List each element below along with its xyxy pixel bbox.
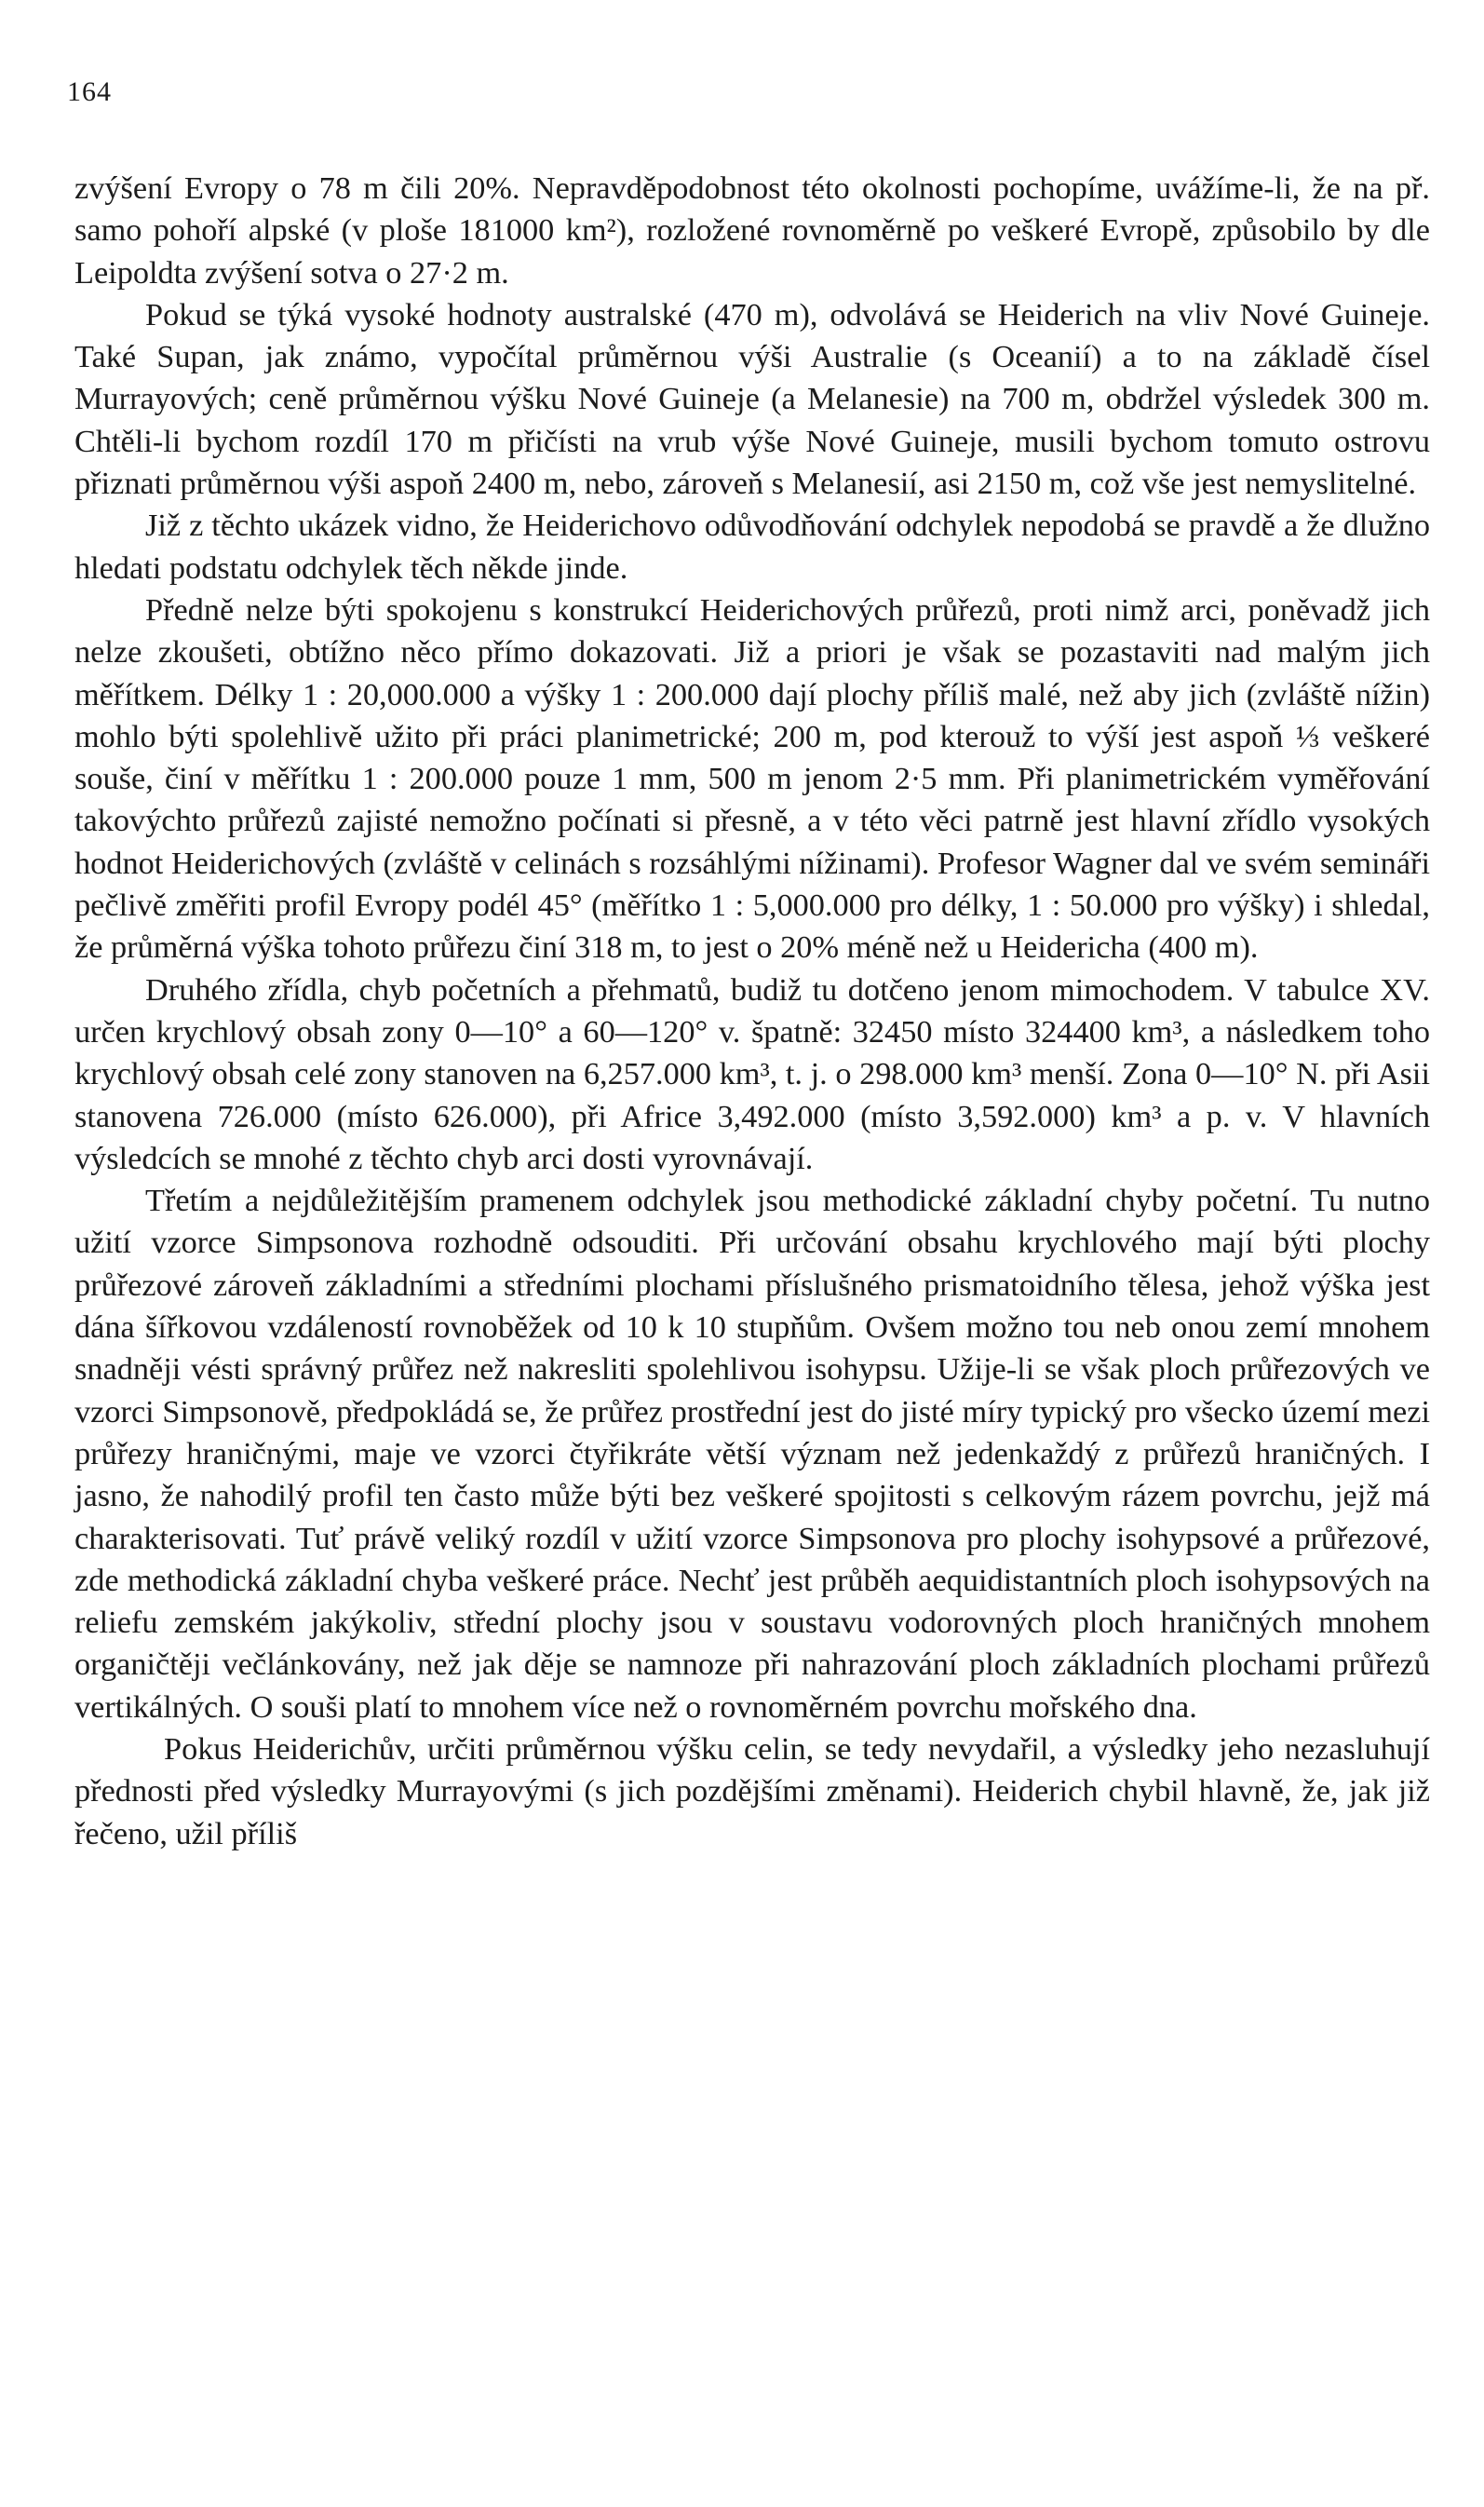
paragraph-australia: Pokud se týká vysoké hodnoty australské (470 m), odvolává se Heiderich na vliv Nové Guineje. Také Supan, jak známo, vypočítal průměrnou výši Australie (s Oceanií) a to na základě čísel Murrayových; ceně průměrnou výšku Nové Guineje (a Melanesie) na 700 m, obdržel výsledek 300 m. Chtěli-li bychom rozdíl 170 m přičísti na vrub výše Nové Guineje, musili bychom tomuto ostrovu přiznati průměrnou výši aspoň 2400 m, nebo, zároveň s Melanesií, asi 2150 m, což vše jest nemyslitelné. [74,296,1430,502]
paragraph-continuation: zvýšení Evropy o 78 m čili 20%. Nepravděpodobnost této okolnosti pochopíme, uvážíme-li, že na př. samo pohoří alpské (v ploše 181000 km²), rozložené rovnoměrně po veškeré Evropě, způsobilo by dle Leipoldta zvýšení sotva o 27·2 m. [74,170,1430,291]
page-number: 164 [67,76,112,107]
paragraph-construction: Předně nelze býti spokojenu s konstrukcí Heiderichových průřezů, proti nimž arci, poněvadž jich nelze zkoušeti, obtížno něco přímo dokazovati. Již a priori je však se pozastaviti nad malým jich měřítkem. Délky 1 : 20,000.000 a výšky 1 : 200.000 dají plochy příliš malé, než aby jich (zvláště nížin) mohlo býti spolehlivě užito při práci planimetrické; 200 m, pod kterouž to výší jest aspoň ⅓ veškeré souše, činí v měřítku 1 : 200.000 pouze 1 mm, 500 m jenom 2·5 mm. Při planimetrickém vyměřování takovýchto průřezů zajisté nemožno počínati si přesně, a v této věci patrně jest hlavní zřídlo vysokých hodnot Heiderichových (zvláště v celinách s rozsáhlými nížinami). Profesor Wagner dal ve svém semináři pečlivě změřiti profil Evropy podél 45° (měřítko 1 : 5,000.000 pro délky, 1 : 50.000 pro výšky) i shledal, že průměrná výška tohoto průřezu činí 318 m, to jest o 20% méně než u Heidericha (400 m). [74,591,1430,966]
paragraph-method-errors: Třetím a nejdůležitějším pramenem odchylek jsou methodické základní chyby početní. Tu nutno užití vzorce Simpsonova rozhodně odsouditi. Při určování obsahu krychlového mají býti plochy průřezové zároveň základními a středními plochami příslušného prismatoidního tělesa, jehož výška jest dána šířkovou vzdáleností rovnoběžek od 10 k 10 stupňům. Ovšem možno tou neb onou zemí mnohem snadněji vésti správný průřez než nakresliti spolehlivou isohypsu. Užije-li se však ploch průřezových ve vzorci Simpsonově, předpokládá se, že průřez prostřední jest do jisté míry typický pro všecko území mezi průřezy hraničnými, maje ve vzorci čtyřikráte větší význam než jedenkaždý z průřezů hraničných. I jasno, že nahodilý profil ten často může býti bez veškeré spojitosti s celkovým rázem povrchu, jejž má charakterisovati. Tuť právě veliký rozdíl v užití vzorce Simpsonova pro plochy isohypsové a průřezové, zde methodická základní chyba veškeré práce. Nechť jest průběh aequidistantních ploch isohypsových na reliefu zemském jakýkoliv, střední plochy jsou v soustavu vodorovných ploch hraničných mnohem organičtěji večlánkovány, než jak děje se namnoze při nahrazování ploch základních plochami průřezů vertikálných. O souši platí to mnohem více než o rovnoměrném povrchu mořského dna. [74,1183,1430,1725]
paragraph-calculation-errors: Druhého zřídla, chyb početních a přehmatů, budiž tu dotčeno jenom mimochodem. V tabulce XV. určen krychlový obsah zony 0—10° a 60—120° v. špatně: 32450 místo 324400 km³, a následkem toho krychlový obsah celé zony stanoven na 6,257.000 km³, t. j. o 298.000 km³ menší. Zona 0—10° N. při Asii stanovena 726.000 (místo 626.000), při Africe 3,492.000 (místo 3,592.000) km³ a p. v. V hlavních výsledcích se mnohé z těchto chyb arci dosti vyrovnávají. [74,971,1430,1176]
body-text [74,168,1430,1855]
paragraph-conclusion: Pokus Heiderichův, určiti průměrnou výšku celin, se tedy nevydařil, a výsledky jeho nezasluhují přednosti před výsledky Murrayovými (s jich pozdějšími změnami). Heiderich chybil hlavně, že, jak již řečeno, užil příliš [74,1730,1430,1851]
paragraph-examples: Již z těchto ukázek vidno, že Heiderichovo odůvodňování odchylek nepodobá se pravdě a že dlužno hledati podstatu odchylek těch někde jinde. [74,508,1430,586]
